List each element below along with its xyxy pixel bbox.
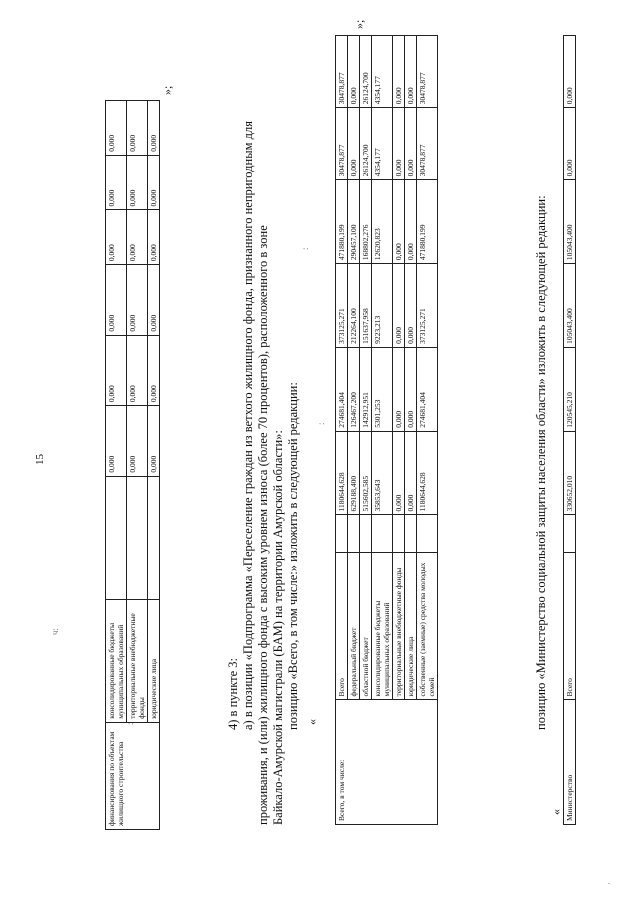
cell-value: 126467,200 xyxy=(348,347,360,431)
cell-total: 1180644,628 xyxy=(336,431,348,515)
cell-value: 373125,271 xyxy=(417,264,438,348)
cell-value: 0,000 xyxy=(405,347,417,431)
paragraph-item-4: 4) в пункте 3: xyxy=(226,658,240,730)
opening-quote: « xyxy=(549,809,563,815)
cell-value: 9223,213 xyxy=(372,264,393,348)
cell-value: 0,000 xyxy=(127,210,148,265)
cell-value: 0,000 xyxy=(148,210,160,265)
cell-value: 0,000 xyxy=(148,406,160,476)
cell-value: 151637,958 xyxy=(360,264,372,348)
table-row xyxy=(148,101,160,830)
cell-value: 30478,877 xyxy=(336,36,348,108)
cell-value: 168802,276 xyxy=(360,180,372,264)
paragraph-a: а) в позиции «Подпрограмма «Переселение граждан из ветхого жилищного фонда, признанного непригодным для xyxy=(241,120,255,730)
cell-value: 274681,404 xyxy=(336,347,348,431)
cell-value: 4354,177 xyxy=(372,108,393,180)
cell-value: 30478,877 xyxy=(417,36,438,108)
cell-value: 274681,404 xyxy=(417,347,438,431)
scan-mark: · xyxy=(604,882,614,885)
closing-quote: »; xyxy=(160,85,174,95)
row-label: собственные (заемные) средства молодых семей xyxy=(417,552,438,700)
row-label: Всего xyxy=(564,552,576,700)
cell-total: 330652,010 xyxy=(564,431,576,515)
cell-value: 30478,877 xyxy=(417,108,438,180)
cell-value: 30478,877 xyxy=(336,108,348,180)
cell-value: 5301,253 xyxy=(372,347,393,431)
cell-value: 0,000 xyxy=(106,210,127,265)
cell-value: 0,000 xyxy=(127,335,148,405)
cell-total: 35853,643 xyxy=(372,431,393,515)
cell-value: 105043,400 xyxy=(564,180,576,264)
cell-value: 120545,210 xyxy=(564,347,576,431)
group-label: Министерство xyxy=(564,700,576,825)
scan-mark: : xyxy=(125,722,135,725)
scan-mark: : xyxy=(316,422,326,425)
row-label: областной бюджет xyxy=(360,552,372,700)
cell-value: 4354,177 xyxy=(372,36,393,108)
cell-value: 26124,700 xyxy=(360,36,372,108)
cell-value: 0,000 xyxy=(148,335,160,405)
cell-value: 373125,271 xyxy=(336,264,348,348)
table-continuation xyxy=(105,100,160,830)
cell-total: 1180644,628 xyxy=(417,431,438,515)
cell-value: 0,000 xyxy=(405,180,417,264)
page-number: 15 xyxy=(34,454,46,465)
cell-value: 0,000 xyxy=(106,335,127,405)
cell-value: 0,000 xyxy=(348,108,360,180)
cell-value: 0,000 xyxy=(393,108,405,180)
row-label: консолидированные бюджеты муниципальных образований xyxy=(372,552,393,700)
cell-value: 0,000 xyxy=(127,265,148,335)
row-label: юридические лица xyxy=(405,552,417,700)
cell-value: 0,000 xyxy=(148,101,160,156)
row-label: Всего xyxy=(336,552,348,700)
cell-value: 105043,400 xyxy=(564,264,576,348)
row-label: федеральный бюджет xyxy=(348,552,360,700)
cell-value: 0,000 xyxy=(393,36,405,108)
cell-total: 0,000 xyxy=(405,431,417,515)
cell-value: 471880,199 xyxy=(336,180,348,264)
cell-value: 0,000 xyxy=(127,155,148,210)
cell-value: 0,000 xyxy=(393,180,405,264)
table-row xyxy=(336,36,348,825)
cell-value: 0,000 xyxy=(148,155,160,210)
row-label: территориальные внебюджетные фонды xyxy=(127,599,148,722)
paragraph-line: Байкало-Амурской магистрали (БАМ) на территории Амурской области»: xyxy=(271,430,285,825)
table-row xyxy=(127,101,148,830)
cell-total: 515602,585 xyxy=(360,431,372,515)
cell-value: 12620,823 xyxy=(372,180,393,264)
opening-quote: « xyxy=(305,719,319,725)
paragraph-line: позицию «Всего, в том числе:» изложить в следующей редакции: xyxy=(286,382,300,730)
cell-value: 0,000 xyxy=(393,347,405,431)
cell-value: 0,000 xyxy=(106,265,127,335)
cell-value: 0,000 xyxy=(348,36,360,108)
cell-value: 0,000 xyxy=(106,406,127,476)
group-label: финансирования по объектам жилищного строительства xyxy=(106,722,160,829)
cell-value: 0,000 xyxy=(405,108,417,180)
cell-value: 0,000 xyxy=(405,36,417,108)
cell-value: 0,000 xyxy=(106,101,127,156)
closing-quote: »; xyxy=(352,19,366,29)
scan-mark: ч: xyxy=(50,627,60,635)
row-label: консолидированные бюджеты муниципальных образований xyxy=(106,599,127,722)
cell-value: 0,000 xyxy=(127,101,148,156)
scan-mark: : xyxy=(300,247,310,250)
cell-value: 0,000 xyxy=(127,406,148,476)
table-row xyxy=(564,36,576,825)
table-row xyxy=(106,101,127,830)
cell-value: 142912,951 xyxy=(360,347,372,431)
cell-value: 0,000 xyxy=(564,36,576,108)
row-label: территориальные внебюджетные фонды xyxy=(393,552,405,700)
cell-value: 0,000 xyxy=(564,108,576,180)
paragraph-line: проживания, и (или) жилищного фонда с высоким уровнем износа (более 70 процентов), расположенного в зоне xyxy=(256,225,270,825)
paragraph-line: позицию «Министерство социальной защиты населения области» изложить в следующей редакции: xyxy=(534,195,548,730)
cell-value: 26124,700 xyxy=(360,108,372,180)
cell-value: 0,000 xyxy=(405,264,417,348)
cell-total: 0,000 xyxy=(393,431,405,515)
row-label: юридические лица xyxy=(148,599,160,722)
cell-value: 290457,100 xyxy=(348,180,360,264)
cell-value: 0,000 xyxy=(106,155,127,210)
cell-value: 471880,199 xyxy=(417,180,438,264)
cell-value: 0,000 xyxy=(393,264,405,348)
cell-value: 0,000 xyxy=(148,265,160,335)
group-label: Всего, в том числе: xyxy=(336,700,438,825)
table-ministry xyxy=(563,35,576,825)
cell-value: 212264,100 xyxy=(348,264,360,348)
cell-total: 629188,400 xyxy=(348,431,360,515)
table-total xyxy=(335,35,438,825)
